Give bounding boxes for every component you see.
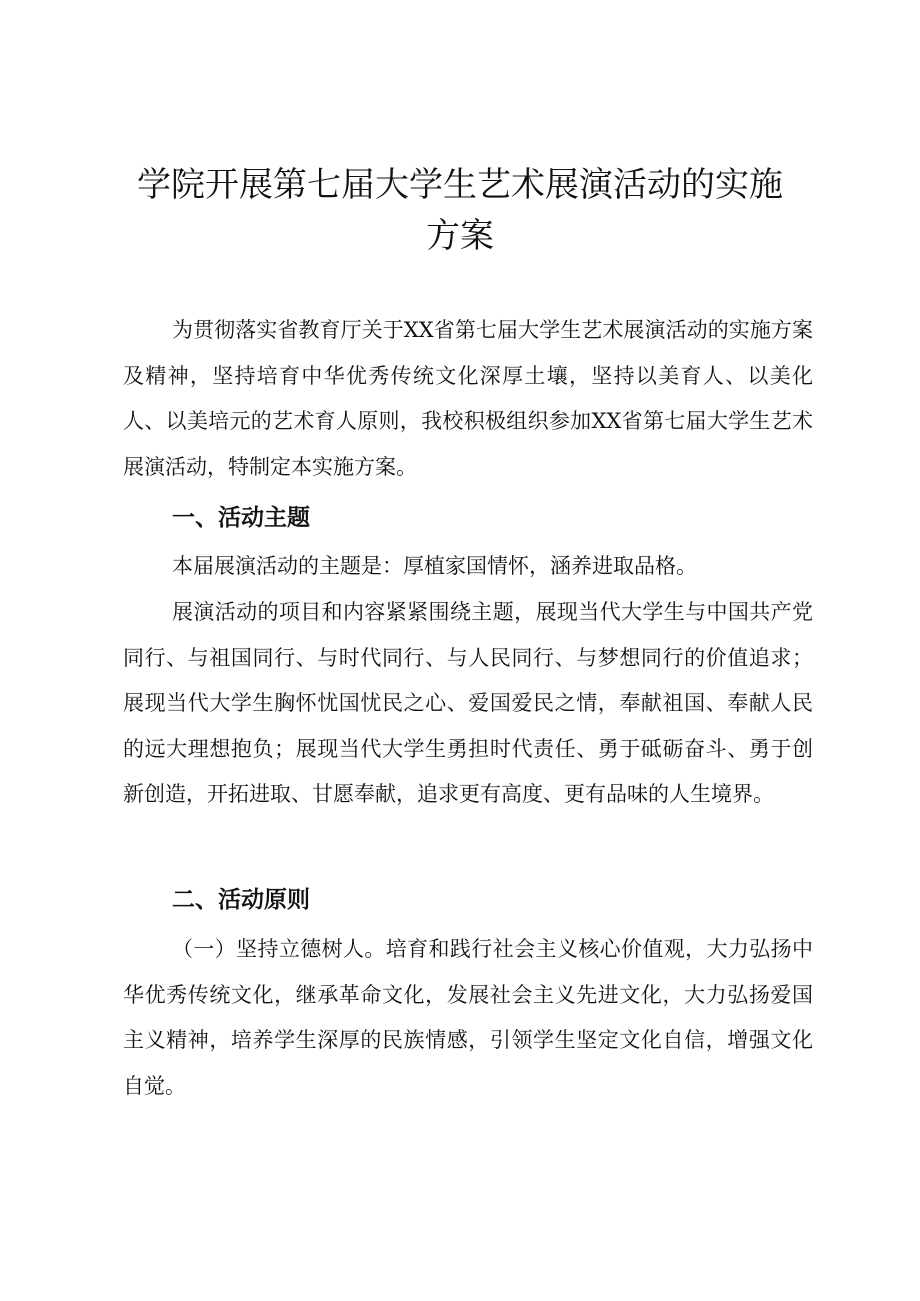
document-title-line-2: 方案 [426,216,494,256]
theme-paragraph: 本届展演活动的主题是：厚植家国情怀，涵养进取品格。 [172,554,697,578]
intro-paragraph: 为贯彻落实省教育厅关于XX省第七届大学生艺术展演活动的实施方案及精神，坚持培育中华优秀传统文化深厚土壤，坚持以美育人、以美化人、以美培元的艺术育人原则，我校积极组织参加XX省第七届大学生艺术展演活动，特制定本实施方案。 [123,318,813,479]
section-heading-principles: 二、活动原则 [172,887,310,913]
principle-paragraph: （一）坚持立德树人。培育和践行社会主义核心价值观，大力弘扬中华优秀传统文化，继承革命文化，发展社会主义先进文化，大力弘扬爱国主义精神，培养学生深厚的民族情感，引领学生坚定文化自信，增强文化自觉。 [123,937,813,1098]
section-heading-theme: 一、活动主题 [172,505,310,531]
document-title-line-1: 学院开展第七届大学生艺术展演活动的实施 [137,165,783,205]
theme-detail-paragraph: 展演活动的项目和内容紧紧围绕主题，展现当代大学生与中国共产党同行、与祖国同行、与时代同行、与人民同行、与梦想同行的价值追求；展现当代大学生胸怀忧国忧民之心、爱国爱民之情，奉献祖国、奉献人民的远大理想抱负；展现当代大学生勇担时代责任、勇于砥砺奋斗、勇于创新创造，开拓进取、甘愿奉献，追求更有高度、更有品味的人生境界。 [123,600,813,806]
